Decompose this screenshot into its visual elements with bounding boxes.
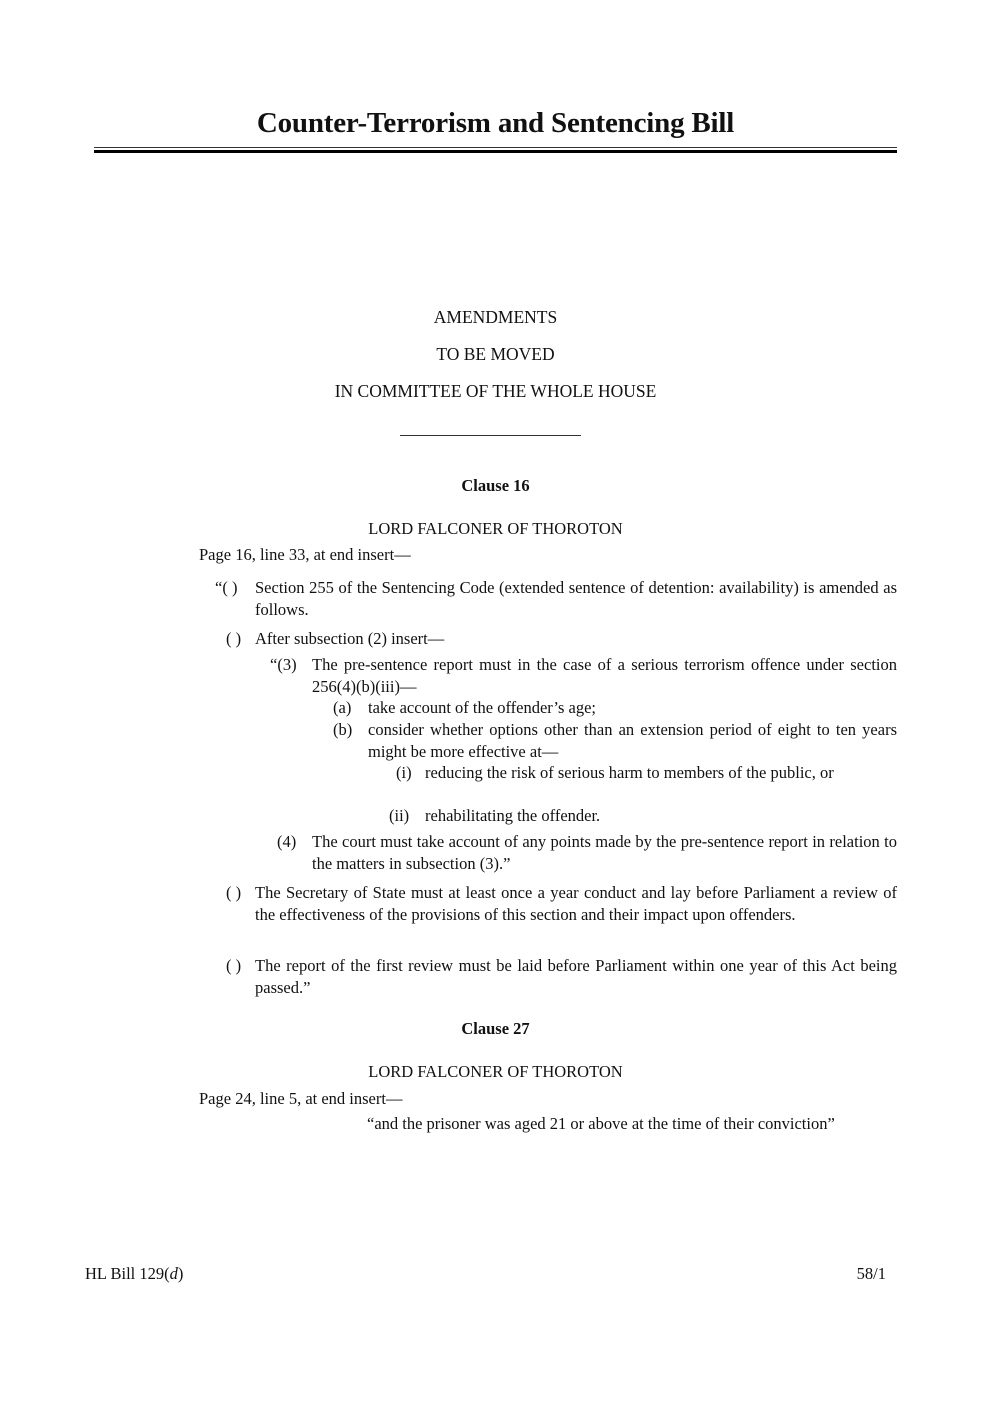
amendment-paragraph	[200, 577, 897, 620]
sub-item-number: (i)	[396, 763, 412, 782]
intro-line-committee: IN COMMITTEE OF THE WHOLE HOUSE	[334, 381, 657, 401]
bill-reference	[85, 1264, 183, 1284]
title-rule-thick	[94, 150, 897, 153]
intro-line-amendments: AMENDMENTS	[433, 307, 558, 327]
amendment-instruction: Page 24, line 5, at end insert—	[199, 1089, 403, 1108]
clause-heading: Clause 16	[461, 476, 530, 495]
subsection-item	[200, 697, 897, 719]
paragraph-number: “( )	[215, 578, 238, 597]
bill-reference-prefix: HL Bill 129(	[85, 1264, 170, 1283]
amendment-paragraph	[200, 628, 897, 650]
subsection-item	[200, 719, 897, 762]
item-text: consider whether options other than an extension period of eight to ten years might be more effective at—	[368, 720, 897, 761]
inserted-text: “and the prisoner was aged 21 or above at the time of their conviction”	[367, 1114, 835, 1133]
subsection-number: “(3)	[270, 655, 297, 674]
paragraph-number: ( )	[226, 883, 242, 902]
subsection-text: The pre-sentence report must in the case of a serious terrorism offence under section 256(4)(b)(iii)—	[312, 655, 897, 696]
paragraph-text: The report of the first review must be laid before Parliament within one year of this Act being passed.”	[255, 956, 897, 997]
paragraph-text: The Secretary of State must at least once a year conduct and lay before Parliament a review of the effectiveness of the provisions of this section and their impact upon offenders.	[255, 883, 897, 924]
clause-heading: Clause 27	[461, 1019, 530, 1038]
paragraph-number: ( )	[226, 956, 242, 975]
amendment-paragraph	[200, 882, 897, 925]
bill-title: Counter-Terrorism and Sentencing Bill	[256, 107, 735, 139]
subsection	[200, 654, 897, 697]
amendment-paragraph	[200, 955, 897, 998]
item-letter: (b)	[333, 720, 353, 739]
page-reference: 58/1	[856, 1264, 886, 1283]
mover-name: LORD FALCONER OF THOROTON	[368, 1062, 623, 1081]
amendment-instruction: Page 16, line 33, at end insert—	[199, 545, 411, 564]
bill-reference-suffix: )	[177, 1264, 184, 1283]
subsection-number: (4)	[277, 832, 297, 851]
subsection-text: The court must take account of any points made by the pre-sentence report in relation to the matters in subsection (3).”	[312, 832, 897, 873]
sub-item-text: reducing the risk of serious harm to members of the public, or	[425, 763, 834, 782]
sub-item	[200, 762, 897, 784]
section-divider	[400, 435, 581, 436]
sub-item-text: rehabilitating the offender.	[425, 806, 601, 825]
paragraph-text: Section 255 of the Sentencing Code (extended sentence of detention: availability) is amended as follows.	[255, 578, 897, 619]
title-rule-thin	[94, 147, 897, 148]
sub-item	[200, 805, 897, 827]
paragraph-text: After subsection (2) insert—	[255, 629, 445, 648]
sub-item-number: (ii)	[389, 806, 410, 825]
mover-name: LORD FALCONER OF THOROTON	[368, 519, 623, 538]
paragraph-number: ( )	[226, 629, 242, 648]
item-letter: (a)	[333, 698, 352, 717]
item-text: take account of the offender’s age;	[368, 698, 596, 717]
subsection	[200, 831, 897, 874]
bill-reference-letter: d	[169, 1264, 178, 1283]
intro-line-to-be-moved: TO BE MOVED	[436, 344, 555, 364]
